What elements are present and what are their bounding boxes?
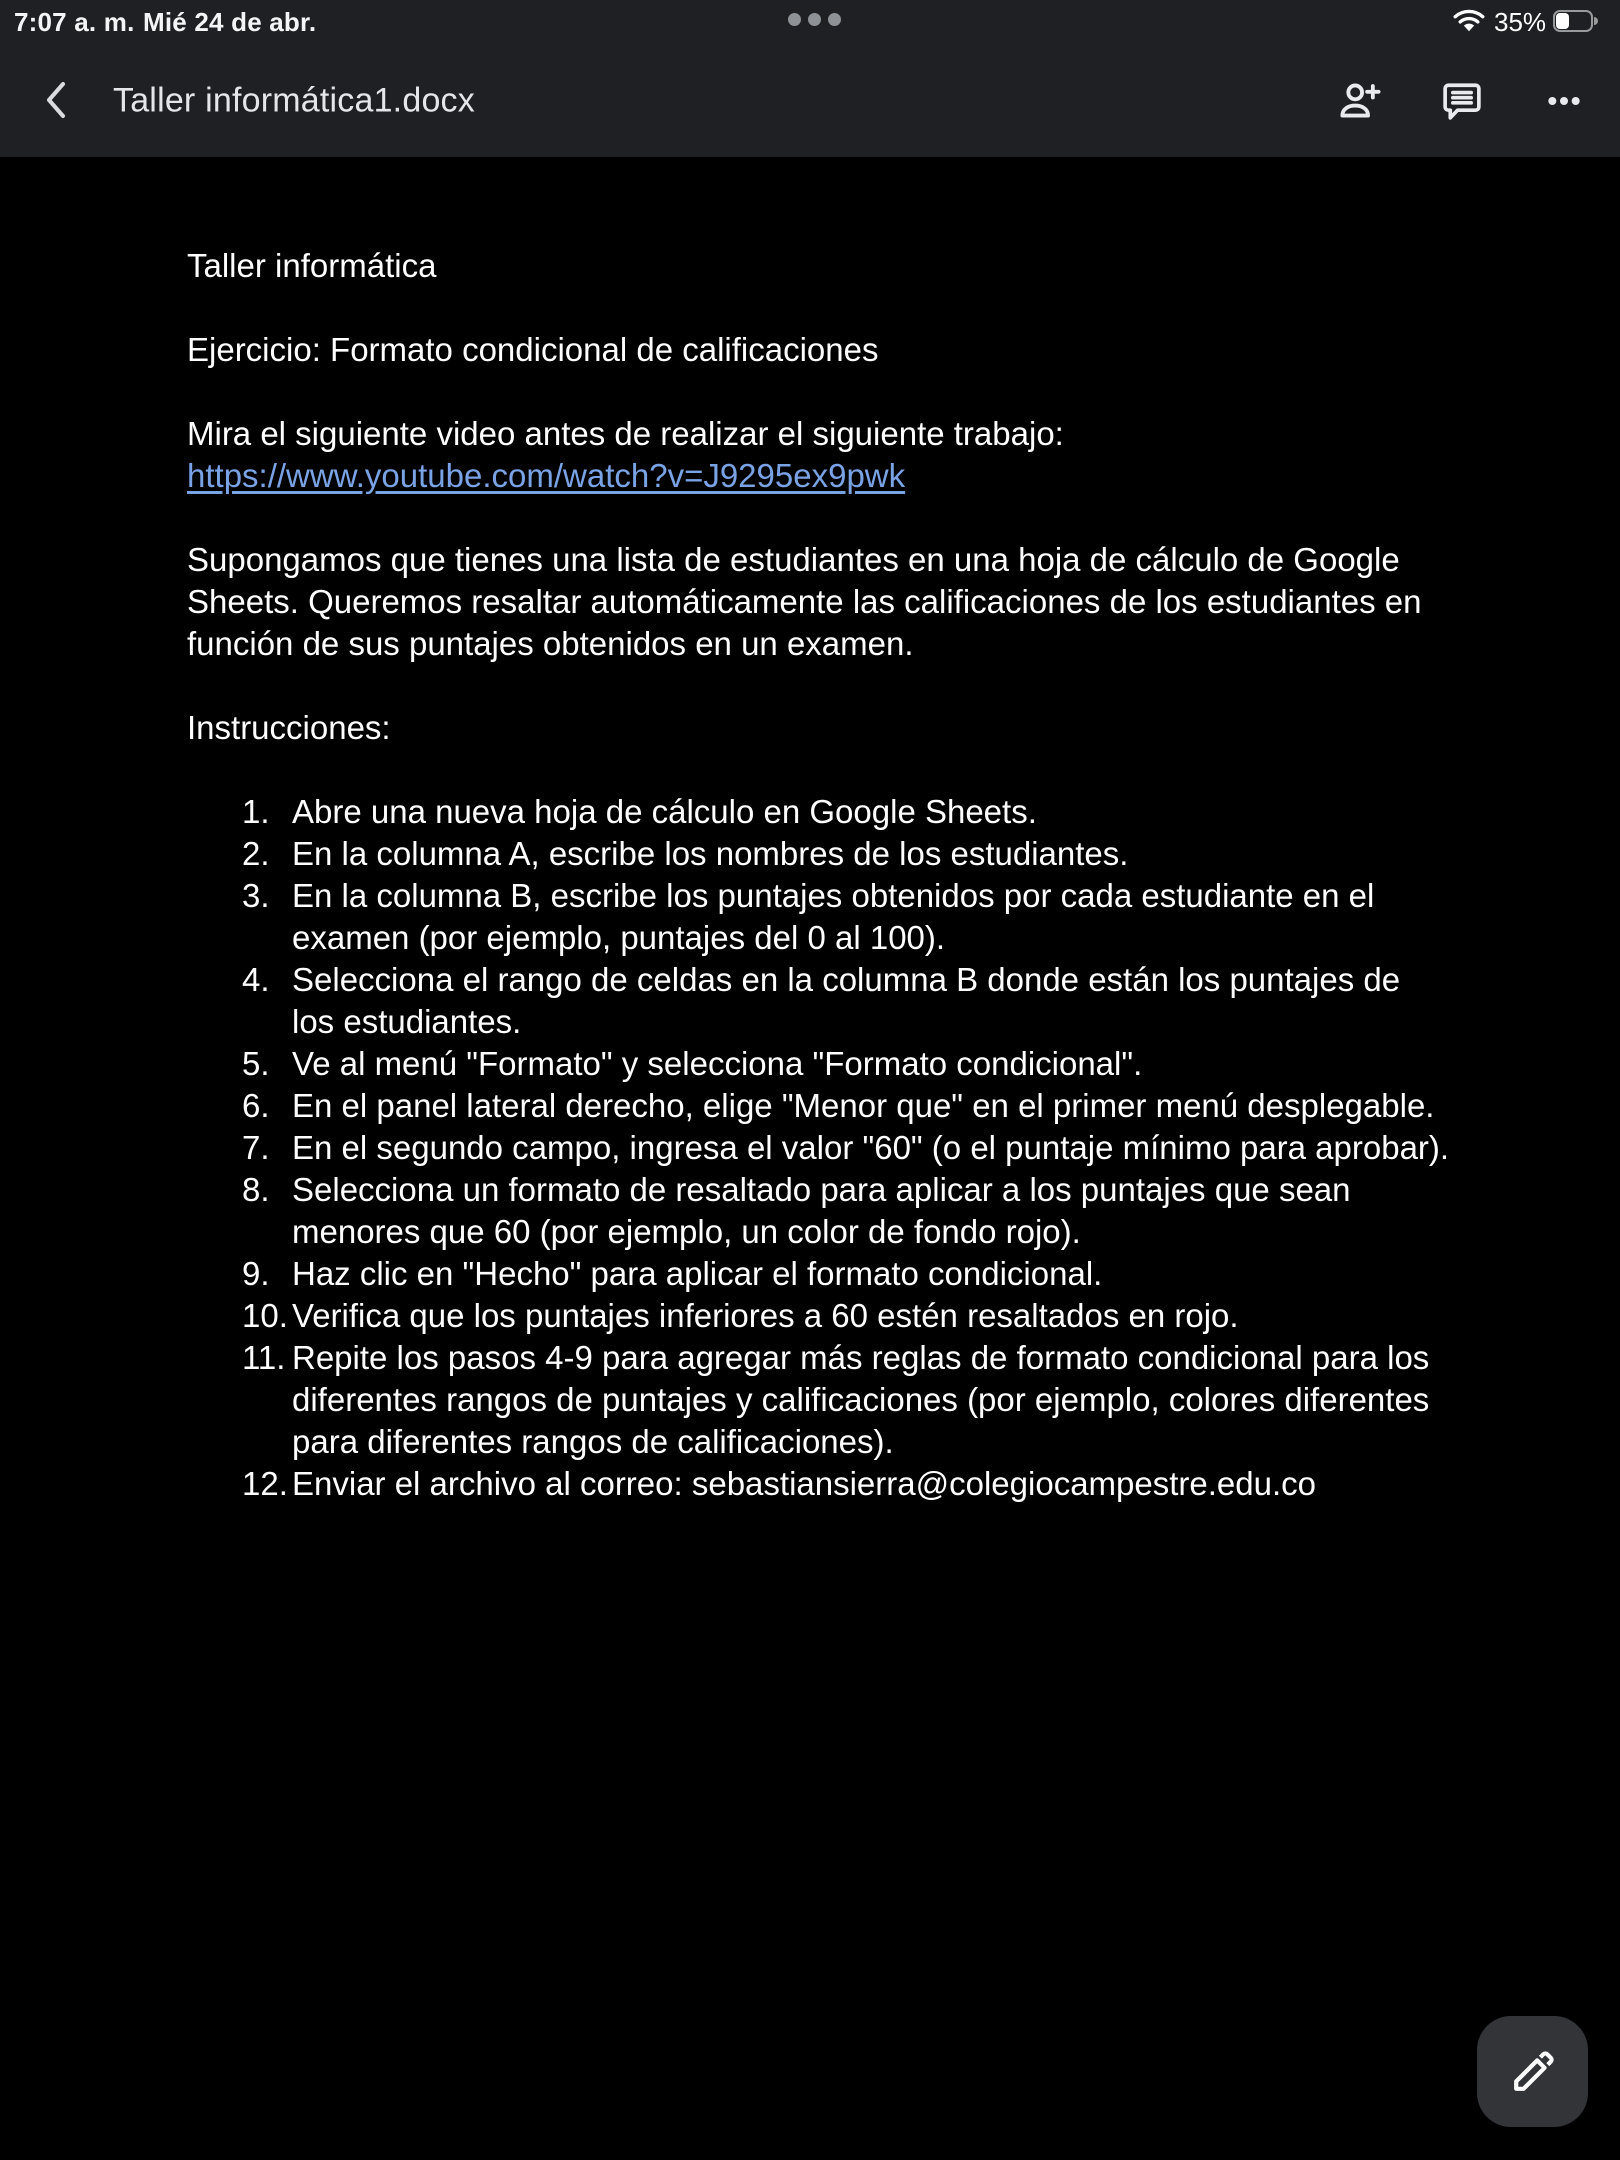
list-item (187, 959, 1450, 1043)
step-text: Enviar el archivo al correo: sebastiansierra@colegiocampestre.edu.co (292, 1465, 1316, 1502)
list-item (187, 791, 1450, 833)
doc-heading: Taller informática (187, 247, 437, 284)
app-bar (0, 44, 1620, 157)
youtube-link[interactable]: https://www.youtube.com/watch?v=J9295ex9pwk (187, 457, 906, 494)
back-button[interactable] (32, 72, 80, 128)
document-body (0, 157, 1620, 2160)
multitasking-dots-icon[interactable] (788, 13, 841, 26)
battery-icon (1553, 10, 1597, 32)
step-number: 8. (242, 1171, 270, 1208)
step-text: Ve al menú "Formato" y selecciona "Formato condicional". (292, 1045, 1143, 1082)
step-number: 10. (242, 1297, 288, 1334)
step-number: 7. (242, 1129, 270, 1166)
step-text: Haz clic en "Hecho" para aplicar el formato condicional. (292, 1255, 1103, 1292)
doc-video-link-line (187, 455, 1450, 497)
step-text: En el panel lateral derecho, elige "Menor que" en el primer menú desplegable. (292, 1087, 1435, 1124)
step-text: En el segundo campo, ingresa el valor "60" (o el puntaje mínimo para aprobar). (292, 1129, 1450, 1166)
doc-video-prompt: Mira el siguiente video antes de realizar el siguiente trabajo: (187, 415, 1064, 452)
step-text: Repite los pasos 4-9 para agregar más reglas de formato condicional para los diferentes rangos de puntajes y calificaciones (por ejemplo, colores diferentes para diferentes rangos de calificaciones). (292, 1339, 1430, 1460)
comment-icon (1440, 79, 1484, 123)
header (0, 0, 1620, 157)
list-item (187, 1463, 1450, 1505)
list-item (187, 1295, 1450, 1337)
step-text: Verifica que los puntajes inferiores a 60 estén resaltados en rojo. (292, 1297, 1239, 1334)
battery-percent: 35% (1494, 7, 1547, 37)
status-bar (0, 0, 1620, 44)
doc-exercise-line: Ejercicio: Formato condicional de calificaciones (187, 331, 879, 368)
pencil-icon (1509, 2048, 1557, 2096)
app-bar-actions (1337, 44, 1587, 157)
list-item (187, 1337, 1450, 1463)
list-item (187, 1253, 1450, 1295)
step-number: 3. (242, 877, 270, 914)
person-add-icon (1337, 78, 1383, 124)
chevron-left-icon (44, 80, 68, 120)
list-item (187, 1043, 1450, 1085)
step-number: 12. (242, 1465, 288, 1502)
status-time: 7:07 a. m. (14, 7, 135, 37)
list-item (187, 833, 1450, 875)
step-text: En la columna A, escribe los nombres de los estudiantes. (292, 835, 1129, 872)
step-text: Abre una nueva hoja de cálculo en Google Sheets. (292, 793, 1037, 830)
step-number: 9. (242, 1255, 270, 1292)
step-number: 4. (242, 961, 270, 998)
wifi-icon (1452, 8, 1486, 39)
step-text: Selecciona un formato de resaltado para aplicar a los puntajes que sean menores que 60 (por ejemplo, un color de fondo rojo). (292, 1171, 1351, 1250)
list-item (187, 1085, 1450, 1127)
overflow-menu-button[interactable] (1541, 78, 1587, 124)
step-number: 5. (242, 1045, 270, 1082)
comments-button[interactable] (1439, 78, 1485, 124)
step-text: Selecciona el rango de celdas en la columna B donde están los puntajes de los estudiantes. (292, 961, 1401, 1040)
more-horizontal-icon (1544, 81, 1584, 121)
document-title: Taller informática1.docx (113, 81, 475, 119)
list-item (187, 1127, 1450, 1169)
step-number: 1. (242, 793, 270, 830)
step-number: 6. (242, 1087, 270, 1124)
step-number: 2. (242, 835, 270, 872)
step-number: 11. (242, 1339, 286, 1376)
step-text: En la columna B, escribe los puntajes obtenidos por cada estudiante en el examen (por ejemplo, puntajes del 0 al 100). (292, 877, 1375, 956)
doc-scenario: Supongamos que tienes una lista de estudiantes en una hoja de cálculo de Google Sheets. Queremos resaltar automáticamente las calificaciones de los estudiantes en función de sus puntajes obtenidos en un examen. (187, 541, 1422, 662)
doc-instructions-label: Instrucciones: (187, 709, 391, 746)
share-add-people-button[interactable] (1337, 78, 1383, 124)
instruction-steps (187, 791, 1450, 1505)
edit-fab-button[interactable] (1477, 2016, 1588, 2127)
list-item (187, 1169, 1450, 1253)
list-item (187, 875, 1450, 959)
status-date: Mié 24 de abr. (143, 7, 317, 37)
